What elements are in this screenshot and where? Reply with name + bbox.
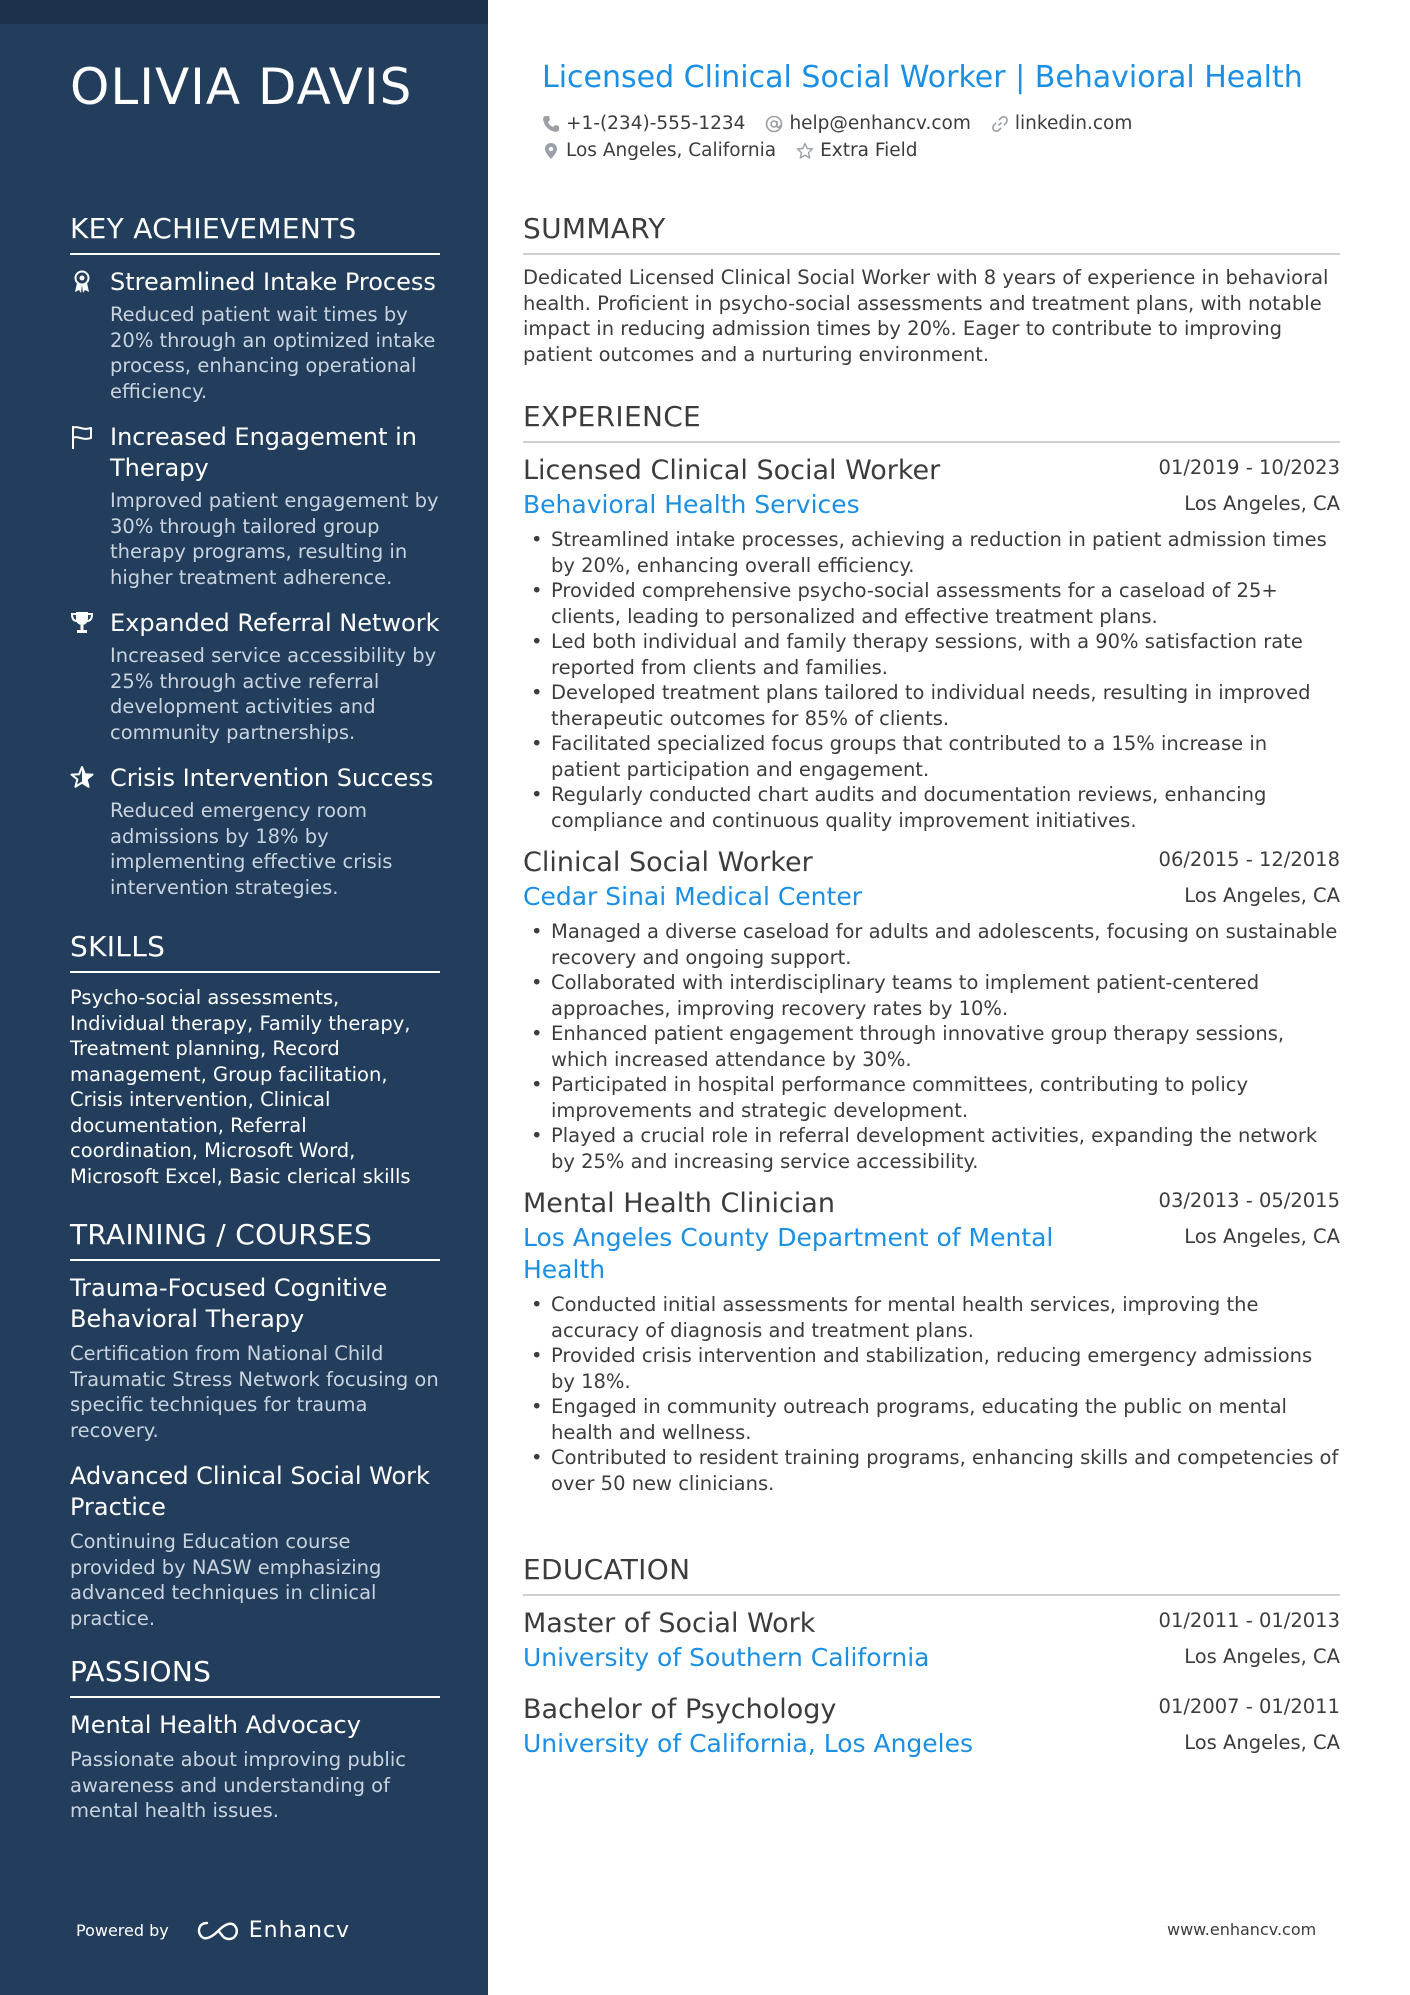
degree-row	[523, 1692, 1340, 1728]
degree-title: Master of Social Work	[523, 1608, 816, 1639]
achievement-description: Reduced patient wait times by 20% through an optimized intake process, enhancing operational efficiency.	[110, 303, 436, 403]
degree-title: Bachelor of Psychology	[523, 1694, 837, 1725]
job-bullet: • Enhanced patient engagement through innovative group therapy sessions, which increased attendance by 30%.	[523, 1021, 1340, 1072]
achievement-item	[70, 422, 440, 590]
course-description: Certification from National Child Traumatic Stress Network focusing on specific techniques for trauma recovery.	[70, 1342, 439, 1442]
job-location: Los Angeles, CA	[1184, 1225, 1340, 1248]
job-bullets	[523, 1292, 1340, 1496]
job-bullet: • Contributed to resident training programs, enhancing skills and competencies of over 50 new clinicians.	[523, 1445, 1340, 1496]
school-name: University of Southern California	[523, 1643, 930, 1672]
extra-field-text: Extra Field	[820, 140, 918, 161]
job-dates: 01/2019 - 10/2023	[1158, 456, 1340, 479]
job-bullet: • Played a crucial role in referral development activities, expanding the network by 25% and increasing service accessibility.	[523, 1123, 1340, 1174]
school-location: Los Angeles, CA	[1184, 1645, 1340, 1668]
award-icon	[70, 269, 94, 295]
flag-icon	[70, 424, 94, 450]
sidebar-top-bar	[0, 0, 488, 24]
job-entry	[523, 453, 1340, 833]
achievement-item	[70, 763, 440, 900]
contact-linkedin[interactable]	[991, 113, 1132, 134]
school-row	[523, 1642, 1340, 1674]
degree-row	[523, 1606, 1340, 1642]
summary-section	[523, 212, 1340, 367]
achievement-item	[70, 608, 440, 745]
degree-dates: 01/2007 - 01/2011	[1158, 1695, 1340, 1718]
achievement-title: Crisis Intervention Success	[110, 764, 434, 792]
job-bullet: • Developed treatment plans tailored to individual needs, resulting in improved therapeutic outcomes for 85% of clients.	[523, 680, 1340, 731]
school-name: University of California, Los Angeles	[523, 1729, 974, 1758]
trophy-icon	[70, 610, 94, 636]
job-company: Cedar Sinai Medical Center	[523, 882, 862, 911]
achievement-title: Expanded Referral Network	[110, 609, 440, 637]
achievement-description: Increased service accessibility by 25% through active referral development activities and community partnerships.	[110, 644, 437, 744]
course-title: Advanced Clinical Social Work Practice	[70, 1462, 430, 1521]
summary-heading: SUMMARY	[523, 212, 1340, 255]
education-entry	[523, 1606, 1340, 1674]
achievement-description: Reduced emergency room admissions by 18% by implementing effective crisis intervention strategies.	[110, 799, 393, 899]
passion-item	[70, 1710, 440, 1824]
brand-name: Enhancv	[248, 1918, 351, 1943]
job-bullet: • Provided crisis intervention and stabilization, reducing emergency admissions by 18%.	[523, 1343, 1340, 1394]
passion-title: Mental Health Advocacy	[70, 1711, 361, 1739]
job-title: Mental Health Clinician	[523, 1188, 835, 1219]
job-title: Licensed Clinical Social Worker	[523, 455, 941, 486]
education-heading: EDUCATION	[523, 1553, 1340, 1596]
training-heading: TRAINING / COURSES	[70, 1218, 440, 1261]
phone-icon	[542, 115, 560, 133]
star-outline-icon	[796, 142, 814, 160]
course-item	[70, 1273, 440, 1443]
email-text: help@enhancv.com	[789, 113, 971, 134]
sidebar	[0, 0, 488, 1995]
job-title-row	[523, 845, 1340, 881]
skills-heading: SKILLS	[70, 930, 440, 973]
job-title: Clinical Social Worker	[523, 847, 813, 878]
star-icon	[70, 765, 94, 791]
experience-section	[523, 400, 1340, 1508]
course-description: Continuing Education course provided by NASW emphasizing advanced techniques in clinical practice.	[70, 1530, 382, 1630]
candidate-name: OLIVIA DAVIS	[70, 58, 413, 116]
enhancv-logo[interactable]	[195, 1918, 350, 1943]
job-bullet: • Collaborated with interdisciplinary teams to implement patient-centered approaches, improving recovery rates by 10%.	[523, 970, 1340, 1021]
course-item	[70, 1461, 440, 1631]
linkedin-text: linkedin.com	[1014, 113, 1133, 134]
achievements-section	[70, 212, 440, 918]
job-bullet: • Participated in hospital performance committees, contributing to policy improvements and strategic development.	[523, 1072, 1340, 1123]
summary-text: Dedicated Licensed Clinical Social Worker with 8 years of experience in behavioral health. Proficient in psycho-social assessments and treatment plans, with notable impact in reducing admission times by 20%. Eager to contribute to improving patient outcomes and a nurturing environment.	[523, 266, 1329, 366]
skills-list: Psycho-social assessments, Individual therapy, Family therapy, Treatment planning, Record management, Group facilitation, Crisis intervention, Clinical documentation, Referral coordination, Microsoft Word, Microsoft Excel, Basic clerical skills	[70, 986, 411, 1188]
job-location: Los Angeles, CA	[1184, 884, 1340, 907]
job-bullet: • Led both individual and family therapy sessions, with a 90% satisfaction rate reported from clients and families.	[523, 629, 1340, 680]
location-text: Los Angeles, California	[566, 140, 777, 161]
education-section	[523, 1553, 1340, 1772]
job-bullet: • Provided comprehensive psycho-social assessments for a caseload of 25+ clients, leading to personalized and effective treatment plans.	[523, 578, 1340, 629]
job-company-row	[523, 489, 1340, 521]
job-bullets	[523, 919, 1340, 1174]
job-bullet: • Regularly conducted chart audits and documentation reviews, enhancing compliance and continuous quality improvement initiatives.	[523, 782, 1340, 833]
job-bullet: • Streamlined intake processes, achieving a reduction in patient admission times by 20%, enhancing overall efficiency.	[523, 527, 1340, 578]
job-dates: 03/2013 - 05/2015	[1158, 1189, 1340, 1212]
degree-dates: 01/2011 - 01/2013	[1158, 1609, 1340, 1632]
enhancv-logo-icon	[195, 1919, 241, 1943]
achievement-description: Improved patient engagement by 30% through tailored group therapy programs, resulting in higher treatment adherence.	[110, 489, 439, 589]
contact-phone[interactable]	[542, 113, 745, 134]
at-icon	[765, 115, 783, 133]
location-pin-icon	[542, 142, 560, 160]
achievements-heading: KEY ACHIEVEMENTS	[70, 212, 440, 255]
passion-description: Passionate about improving public awareness and understanding of mental health issues.	[70, 1748, 406, 1822]
training-section	[70, 1218, 440, 1649]
contact-email[interactable]	[765, 113, 970, 134]
job-location: Los Angeles, CA	[1184, 492, 1340, 515]
passions-section	[70, 1655, 440, 1842]
experience-heading: EXPERIENCE	[523, 400, 1340, 443]
job-entry	[523, 1186, 1340, 1496]
course-title: Trauma-Focused Cognitive Behavioral Therapy	[70, 1274, 388, 1333]
job-company: Los Angeles County Department of Mental Health	[523, 1223, 1054, 1284]
job-bullet: • Managed a diverse caseload for adults and adolescents, focusing on sustainable recovery and ongoing support.	[523, 919, 1340, 970]
achievement-title: Increased Engagement in Therapy	[110, 423, 418, 482]
powered-by-label: Powered by	[76, 1921, 169, 1940]
job-bullets	[523, 527, 1340, 833]
job-title-row	[523, 1186, 1340, 1222]
job-company: Behavioral Health Services	[523, 490, 860, 519]
contact-location	[542, 140, 776, 161]
school-location: Los Angeles, CA	[1184, 1731, 1340, 1754]
job-bullet: • Engaged in community outreach programs, educating the public on mental health and wellness.	[523, 1394, 1340, 1445]
powered-by	[76, 1918, 350, 1943]
headline: Licensed Clinical Social Worker | Behavioral Health	[542, 60, 1303, 95]
footer-website[interactable]: www.enhancv.com	[1167, 1920, 1317, 1939]
job-entry	[523, 845, 1340, 1174]
link-icon	[991, 115, 1009, 133]
contact-extra	[796, 140, 917, 161]
passions-heading: PASSIONS	[70, 1655, 440, 1698]
job-title-row	[523, 453, 1340, 489]
skills-section	[70, 930, 440, 1189]
contact-row-2	[542, 140, 938, 161]
contact-row-1	[542, 113, 1152, 134]
job-company-row	[523, 1222, 1340, 1286]
job-company-row	[523, 881, 1340, 913]
job-dates: 06/2015 - 12/2018	[1158, 848, 1340, 871]
job-bullet: • Facilitated specialized focus groups that contributed to a 15% increase in patient participation and engagement.	[523, 731, 1340, 782]
achievement-title: Streamlined Intake Process	[110, 268, 436, 296]
school-row	[523, 1728, 1340, 1760]
education-entry	[523, 1692, 1340, 1760]
achievement-item	[70, 267, 440, 404]
job-bullet: • Conducted initial assessments for mental health services, improving the accuracy of diagnosis and treatment plans.	[523, 1292, 1340, 1343]
phone-text: +1-(234)-555-1234	[566, 113, 746, 134]
